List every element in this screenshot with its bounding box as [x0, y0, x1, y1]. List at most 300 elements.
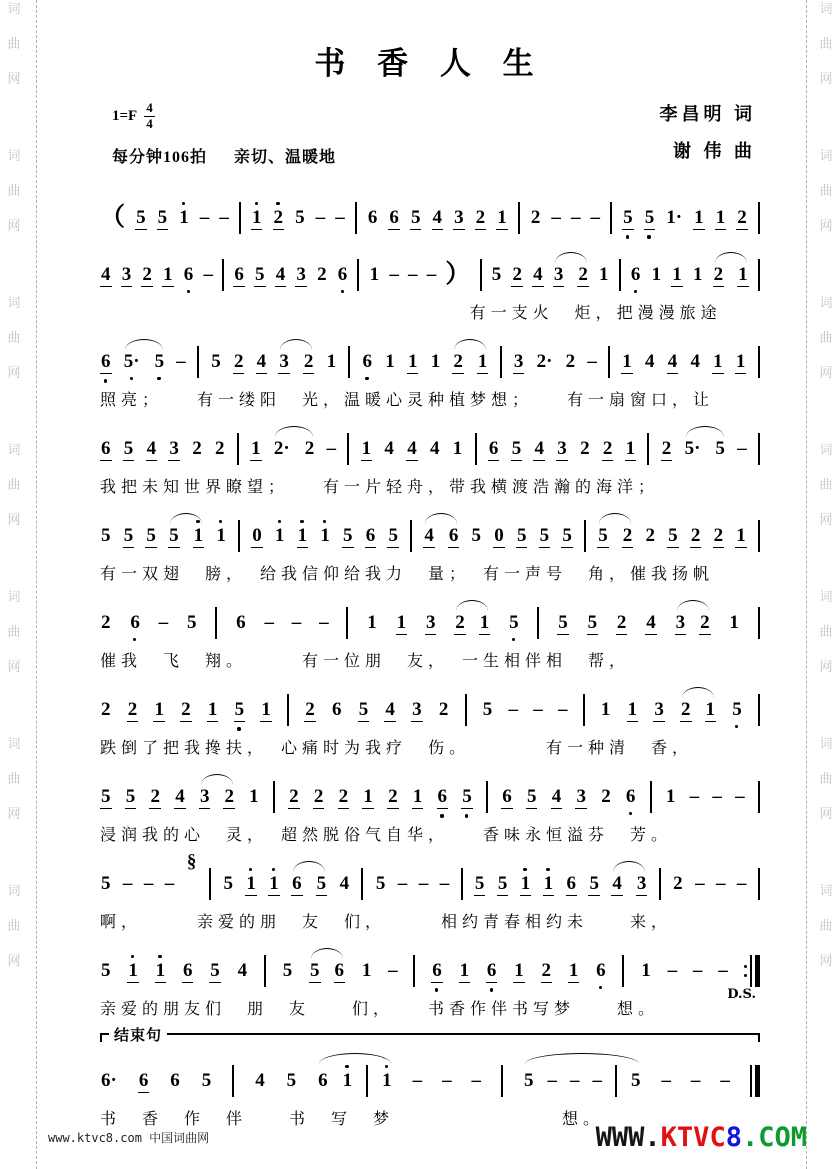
note: 5: [234, 698, 245, 720]
slur-group: [713, 264, 749, 287]
duration-dash: –: [551, 207, 561, 228]
duration-dash: –: [326, 438, 337, 459]
music-system: [100, 1055, 760, 1129]
note: 5: [462, 785, 472, 807]
music-system: [100, 851, 760, 932]
note: 2: [305, 698, 315, 720]
left-watermark-column: [3, 2, 25, 1169]
duration-dash: –: [692, 960, 703, 981]
note: 6: [486, 959, 497, 981]
note: 1: [412, 785, 423, 807]
note: 2: [602, 437, 613, 459]
slur-group: [597, 525, 633, 548]
note: 6: [292, 872, 302, 894]
note: 6: [318, 1070, 328, 1091]
barline: [758, 868, 760, 900]
site-url-text[interactable]: www.ktvc8.com 中国词曲网: [48, 1131, 210, 1145]
note: 6: [334, 959, 344, 981]
notes-row: [100, 1055, 760, 1099]
note: 1: [479, 611, 490, 633]
note: 4: [551, 785, 562, 807]
note: 5: [123, 524, 134, 546]
note: 4: [146, 437, 157, 459]
note: 5: [210, 959, 220, 981]
note: 1: [568, 959, 579, 981]
note: 2: [150, 785, 160, 807]
note: 5: [474, 872, 485, 894]
note: 1: [251, 437, 261, 459]
note: 5: [125, 785, 136, 807]
barline: [355, 202, 357, 234]
note: 1: [385, 351, 395, 372]
note: 2: [713, 263, 724, 285]
note: 1: [361, 960, 372, 981]
lyrics-row: 有一双翅 膀， 给我信仰给我力 量； 有一声号 角，催我扬帆: [100, 566, 715, 583]
key-label: 1=F: [112, 107, 138, 124]
barline: [758, 202, 760, 234]
watermark-text: 词 曲 网: [7, 883, 21, 968]
note: 2: [181, 698, 191, 720]
note: 5: [516, 524, 527, 546]
watermark-text: 词 曲 网: [819, 442, 833, 527]
note: 1: [622, 350, 632, 372]
barline: [500, 346, 502, 378]
note: 5: [223, 873, 233, 894]
music-system: [100, 336, 760, 410]
note: 1: [694, 206, 704, 228]
tempo-bpm: 每分钟106拍: [112, 149, 208, 166]
notes-row: [100, 597, 760, 641]
note: 4: [645, 351, 655, 372]
note: 1: [713, 350, 723, 372]
duration-dash: –: [203, 264, 213, 285]
note: 3: [199, 785, 210, 807]
duration-dash: –: [590, 207, 601, 228]
duration-dash: –: [335, 207, 345, 228]
note: 4: [339, 873, 350, 894]
note: 5: [169, 524, 179, 546]
note: 1: [163, 263, 173, 285]
note: 2: [438, 699, 449, 720]
note: 5: [101, 525, 111, 546]
note: 6: [101, 350, 111, 372]
duration-dash: –: [426, 264, 437, 285]
note: 2: [304, 438, 315, 459]
time-numerator: 4: [146, 99, 153, 115]
duration-dash: –: [291, 612, 302, 633]
key-signature: [112, 96, 336, 136]
duration-dash: –: [388, 960, 398, 981]
watermark-text: 词 曲 网: [7, 2, 21, 86]
note: 2·: [536, 351, 553, 372]
note: 1: [396, 611, 407, 633]
note: 1: [705, 698, 716, 720]
note: 2: [530, 207, 541, 228]
site-logo-segment: 8: [725, 1122, 742, 1153]
duration-dash: –: [442, 1070, 452, 1091]
duration-dash: –: [667, 960, 678, 981]
duration-dash: –: [569, 1070, 580, 1091]
notes-row: [100, 771, 760, 815]
note: 2: [713, 524, 724, 546]
note: 3: [296, 263, 306, 285]
note: 2: [273, 206, 284, 228]
duration-dash: –: [219, 207, 229, 228]
duration-dash: –: [661, 1070, 671, 1091]
note: 2: [565, 351, 576, 372]
note: 2: [512, 263, 522, 285]
note: 6: [365, 524, 376, 546]
notes-row: [100, 249, 760, 293]
note: 6: [448, 524, 459, 546]
parenthesis: （: [100, 204, 126, 231]
barline: [465, 694, 467, 726]
slur-group: [684, 438, 726, 460]
note: 5: [558, 611, 568, 633]
note: 3: [636, 872, 647, 894]
note: 4: [612, 872, 622, 894]
note: 3: [576, 785, 586, 807]
slur-group: [273, 438, 315, 460]
duration-dash: –: [397, 873, 408, 894]
barline: [583, 694, 585, 726]
note: 5: [101, 785, 111, 807]
music-system: [100, 510, 760, 584]
duration-dash: –: [592, 1070, 602, 1091]
note: 6: [170, 1070, 180, 1091]
note: 5: [587, 611, 598, 633]
note: 6: [130, 612, 140, 633]
note: 4: [237, 960, 248, 981]
note: 1: [452, 438, 463, 459]
music-system: [100, 423, 760, 497]
lyrics-row: 书 香 作 伴 书 写 梦 想。: [100, 1111, 605, 1128]
note: 5: [668, 524, 678, 546]
slur-group: [523, 1065, 642, 1097]
barline: [758, 259, 760, 291]
watermark-text: 词 曲 网: [819, 148, 833, 233]
ending-section-label: 结束句: [109, 1024, 167, 1045]
key-tempo-block: [100, 96, 336, 170]
note: 2: [338, 785, 349, 807]
duration-dash: –: [508, 699, 518, 720]
barline: [215, 607, 217, 639]
duration-dash: –: [418, 873, 429, 894]
note: 5: [310, 959, 320, 981]
note: 5: [491, 264, 502, 285]
barline: [619, 259, 621, 291]
note: 5: [526, 785, 537, 807]
note: 5: [358, 698, 369, 720]
note: 3: [675, 611, 686, 633]
notes-row: [100, 510, 760, 554]
lyrics-row: 我把未知世界瞭望； 有一片轻舟，带我横渡浩瀚的海洋；: [100, 479, 660, 496]
note: 3: [454, 206, 464, 228]
duration-dash: –: [389, 264, 399, 285]
note: 3: [557, 437, 567, 459]
duration-dash: –: [587, 351, 597, 372]
note: 4: [690, 351, 700, 372]
music-system: [100, 597, 760, 671]
note: 1: [729, 612, 739, 633]
final-barline: [750, 1065, 760, 1097]
watermark-text: 词 曲 网: [7, 442, 21, 527]
slur-group: [123, 351, 165, 373]
note: 2: [616, 611, 627, 633]
note: 1: [154, 698, 164, 720]
note: 6: [182, 959, 193, 981]
note: 6: [625, 786, 636, 807]
note: 2: [289, 785, 299, 807]
barline: [758, 694, 760, 726]
note: 1: [692, 264, 703, 285]
note: 1: [320, 525, 330, 546]
slur-group: [309, 960, 345, 983]
note: 2: [673, 873, 683, 894]
note: 2: [622, 524, 633, 546]
time-denominator: 4: [146, 115, 153, 131]
note: 6: [367, 207, 378, 228]
lyrics-row: 浸润我的心 灵， 超然脱俗气自华， 香味永恒溢芬 芳。: [100, 827, 673, 844]
note: 5·: [684, 438, 701, 459]
note: 4: [385, 698, 395, 720]
watermark-text: 词 曲 网: [819, 736, 833, 821]
note: 1: [361, 437, 372, 459]
note: 1: [269, 872, 279, 894]
notes-row: [100, 851, 760, 902]
note: 2: [313, 785, 324, 807]
note: 3: [279, 350, 289, 372]
expression-marking: 亲切、温暖地: [234, 149, 337, 166]
duration-dash: –: [715, 873, 726, 894]
note: 2: [127, 698, 138, 720]
note: 6: [432, 959, 442, 981]
note: 2·: [273, 438, 290, 459]
note: 5: [523, 1070, 534, 1091]
note: 5: [509, 612, 519, 633]
music-system: [100, 771, 760, 845]
note: 5: [295, 207, 305, 228]
note: 6: [331, 699, 342, 720]
note: 6: [596, 960, 606, 981]
slur-group: [680, 699, 716, 722]
note: 2: [303, 350, 314, 372]
barline: [486, 781, 488, 813]
note: 1: [672, 263, 682, 285]
note: 5: [497, 872, 508, 894]
note: 2: [233, 350, 244, 372]
note: 1: [735, 350, 746, 372]
note: 1: [600, 699, 611, 720]
note: 2: [645, 525, 655, 546]
left-dashed-border: [36, 0, 37, 1169]
note: 3: [553, 263, 564, 285]
music-system: [100, 684, 760, 758]
note: 5: [211, 351, 221, 372]
site-logo[interactable]: [596, 1124, 807, 1151]
note: 5: [123, 437, 134, 459]
note: 2: [578, 263, 588, 285]
lyrics-row: 照亮； 有一缕阳 光，温暖心灵种植梦想； 有一扇窗口，让: [100, 392, 715, 409]
note: 5: [623, 206, 633, 228]
note: 4: [175, 785, 185, 807]
note: 1: [738, 263, 748, 285]
note: 1: [261, 698, 271, 720]
barline: [537, 607, 539, 639]
note: 1: [497, 206, 507, 228]
note: 1: [736, 524, 746, 546]
note: 5: [343, 524, 353, 546]
note: 5: [598, 524, 608, 546]
right-dashed-border: [806, 0, 807, 1169]
duration-dash: –: [176, 351, 186, 372]
note: 5: [201, 1070, 212, 1091]
note: 1: [249, 786, 259, 807]
note: 5: [539, 524, 550, 546]
watermark-text: 词 曲 网: [7, 589, 21, 674]
barline: [480, 259, 482, 291]
note: 5: [282, 960, 293, 981]
watermark-text: 词 曲 网: [819, 2, 833, 86]
duration-dash: –: [718, 960, 728, 981]
note: 1: [599, 264, 609, 285]
slur-group: [611, 873, 647, 896]
ending-section-rule: [100, 1028, 760, 1045]
duration-dash: –: [439, 873, 450, 894]
note: 2: [580, 438, 590, 459]
duration-dash: –: [412, 1070, 423, 1091]
note: 3: [121, 263, 132, 285]
lyrics-row: 催我 飞 翔。 有一位朋 友， 一生相伴相 帮，: [100, 653, 631, 670]
duration-dash: –: [570, 207, 581, 228]
score-header: [100, 96, 760, 170]
note: 5: [644, 206, 655, 228]
note: 6: [630, 264, 641, 285]
barline: [222, 259, 224, 291]
note: 1: [179, 207, 189, 228]
note: 2: [192, 438, 202, 459]
barline: [758, 346, 760, 378]
barline: [413, 955, 415, 987]
note: 6: [183, 264, 194, 285]
page-footer: [48, 1124, 807, 1151]
note: 6: [101, 437, 111, 459]
barline: [584, 520, 586, 552]
parenthesis: ）: [445, 261, 471, 288]
site-logo-segment: WWW.: [595, 1122, 661, 1153]
note: 1·: [666, 207, 683, 228]
barline: [287, 694, 289, 726]
notes-row: [100, 684, 760, 728]
note: 1: [477, 350, 488, 372]
credits-block: [660, 96, 761, 170]
barline: [347, 433, 349, 465]
barline: [461, 868, 463, 900]
note: 1: [514, 959, 524, 981]
note: 6: [437, 785, 448, 807]
barline: [348, 346, 350, 378]
notation-area: [100, 192, 760, 1129]
note: 3: [425, 611, 436, 633]
note: 2: [317, 264, 327, 285]
barline: [650, 781, 652, 813]
note: 1: [715, 206, 726, 228]
barline: [615, 1065, 617, 1097]
note: 1: [128, 959, 138, 981]
note: 3: [169, 437, 179, 459]
note: 6: [362, 351, 373, 372]
notes-row: [100, 945, 760, 989]
note: 2: [690, 524, 701, 546]
note: 2: [101, 699, 111, 720]
note: 2: [455, 611, 465, 633]
note: 4: [533, 263, 543, 285]
duration-dash: –: [690, 1070, 701, 1091]
note: 1: [246, 872, 256, 894]
tempo-marking: [112, 144, 336, 167]
note: 1: [641, 960, 651, 981]
rest-note: 0: [252, 524, 262, 546]
note: 2: [601, 786, 611, 807]
notes-row: [100, 423, 760, 467]
note: 5: [255, 263, 265, 285]
watermark-text: 词 曲 网: [7, 295, 21, 380]
note: 1: [363, 785, 373, 807]
barline: [361, 868, 363, 900]
note: 5: [410, 206, 421, 228]
rest-note: 0: [494, 524, 504, 546]
barline: [758, 520, 760, 552]
barline: [518, 202, 520, 234]
duration-dash: –: [164, 873, 175, 894]
note: 2: [700, 611, 710, 633]
note: 1: [651, 264, 662, 285]
note: 5: [157, 206, 168, 228]
note: 4: [424, 524, 434, 546]
note: 6: [389, 206, 399, 228]
note: 5: [146, 524, 156, 546]
note: 4: [275, 263, 286, 285]
note: 6: [138, 1069, 149, 1091]
duration-dash: –: [695, 873, 705, 894]
barline: [647, 433, 649, 465]
note: 4: [646, 611, 656, 633]
music-system: [100, 249, 760, 323]
note: 2: [142, 263, 152, 285]
note: 5: [154, 351, 165, 372]
duration-dash: –: [735, 786, 745, 807]
barline: [475, 433, 477, 465]
note: 4: [667, 350, 678, 372]
note: 4: [407, 437, 417, 459]
barline: [366, 1065, 368, 1097]
slur-group: [199, 786, 235, 809]
slur-group: [553, 264, 589, 287]
note: 1: [627, 698, 638, 720]
note: 6: [236, 612, 246, 633]
barline: [410, 520, 412, 552]
time-signature: [144, 101, 155, 132]
slur-group: [168, 525, 204, 548]
note: 4: [534, 437, 544, 459]
note: 6: [502, 785, 512, 807]
note: 2: [541, 959, 551, 981]
note: 1: [543, 872, 554, 894]
note: 4: [384, 438, 394, 459]
barline: [659, 868, 661, 900]
note: 5: [388, 524, 398, 546]
right-watermark-column: [815, 2, 837, 1169]
